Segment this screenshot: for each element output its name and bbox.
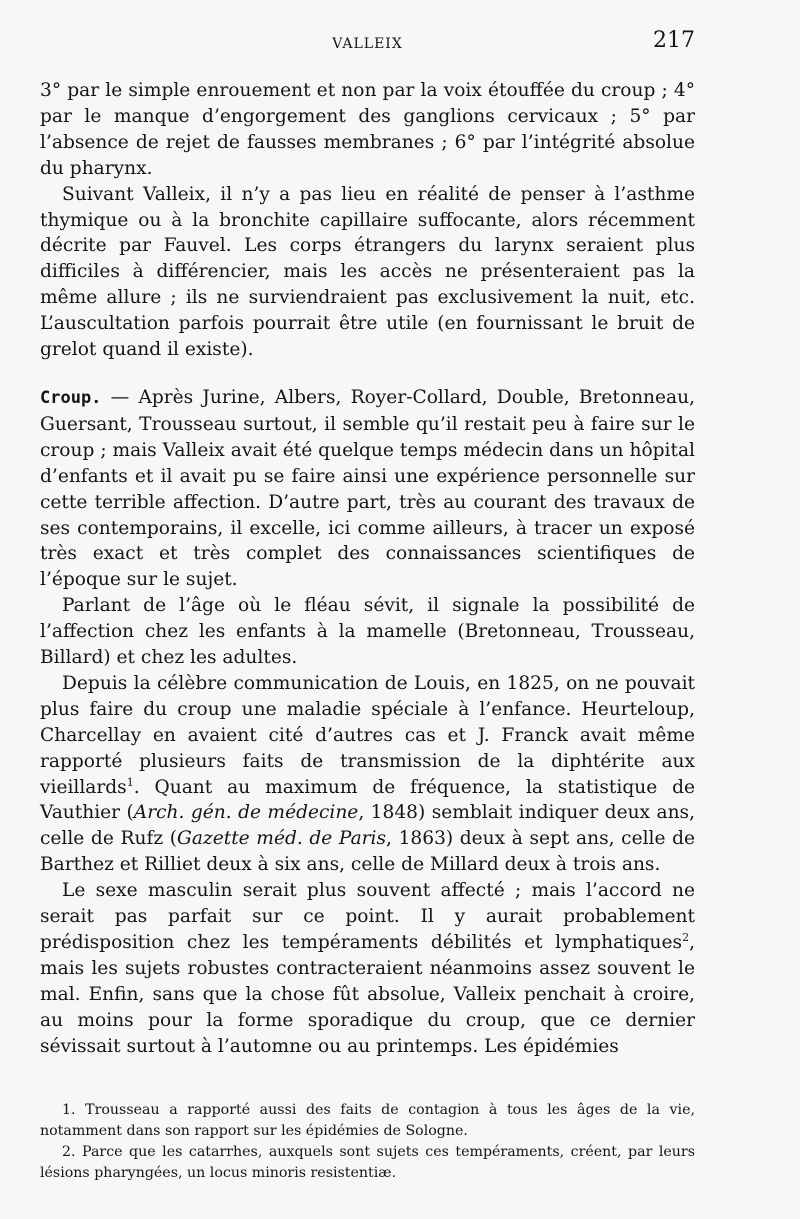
paragraph-5-text-c: , 1848) semblait indiquer deux ans, celle de Rufz (	[40, 802, 695, 850]
citation-gazette: Gazette méd. de Paris	[177, 828, 387, 850]
paragraph-croup-text: — Après Jurine, Albers, Royer-Collard, Double, Bretonneau, Guersant, Trousseau surtout, il semble qu’il restait peu à faire sur le croup ; mais Valleix avait été quelque temps médecin dans un hôpital d’enfants et il avait pu se faire ainsi une expérience personnelle sur cette terrible affection. D’autre part, très au courant des travaux de ses contemporains, il excelle, ici comme ailleurs, à tracer un exposé très exact et très complet des connaissances scientifiques de l’époque sur le sujet.	[40, 386, 695, 591]
body-text	[40, 78, 695, 1060]
paragraph-6	[40, 878, 695, 1059]
paragraph-1: 3° par le simple enrouement et non par la voix étouffée du croup ; 4° par le manque d’engorgement des ganglions cervicaux ; 5° par l’absence de rejet de fausses membranes ; 6° par l’intégrité absolue du pharynx.	[40, 80, 695, 179]
footnote-ref-2: 2	[682, 930, 690, 944]
paragraph-6-text-a: Le sexe masculin serait plus souvent affecté ; mais l’accord ne serait pas parfait sur ce point. Il y aurait probablement prédisposition chez les tempéraments débilités et lymphatiques	[40, 880, 695, 953]
citation-arch-gen: Arch. gén. de médecine	[133, 802, 359, 824]
paragraph-6-text-b: , mais les sujets robustes contracteraient néanmoins assez souvent le mal. Enfin, sans que la chose fût absolue, Valleix penchait à croire, au moins pour la forme sporadique du croup, que ce dernier sévissait surtout à l’automne ou au printemps. Les épidémies	[40, 932, 695, 1057]
footnote-2: 2. Parce que les catarrhes, auxquels sont sujets ces tempéraments, créent, par leurs lésions pharyngées, un locus minoris resistentiæ.	[40, 1144, 695, 1181]
paragraph-4: Parlant de l’âge où le fléau sévit, il signale la possibilité de l’affection chez les enfants à la mamelle (Bretonneau, Trousseau, Billard) et chez les adultes.	[40, 595, 695, 669]
paragraph-croup	[40, 385, 695, 593]
paragraph-5-text-d: , 1863) deux à sept ans, celle de Barthez et Rilliet deux à six ans, celle de Millard deux à trois ans.	[40, 828, 695, 876]
running-title: VALLEIX	[332, 36, 403, 52]
paragraph-2: Suivant Valleix, il n’y a pas lieu en réalité de penser à l’asthme thymique ou à la bronchite capillaire suffocante, alors récemment décrite par Fauvel. Les corps étrangers du larynx seraient plus difficiles à différencier, mais les accès ne présenteraient pas la même allure ; ils ne surviendraient pas exclusivement la nuit, etc. L’auscultation parfois pourrait être utile (en fournissant le bruit de grelot quand il existe).	[40, 183, 695, 361]
running-head	[40, 28, 695, 58]
paragraph-5	[40, 671, 695, 878]
footnote-ref-1: 1	[126, 775, 134, 789]
footnotes	[40, 1100, 695, 1184]
footnote-1: 1. Trousseau a rapporté aussi des faits de contagion à tous les âges de la vie, notamment dans son rapport sur les épidémies de Sologne.	[40, 1102, 695, 1139]
paragraph-5-text-a: Depuis la célèbre communication de Louis, en 1825, on ne pouvait plus faire du croup une maladie spéciale à l’enfance. Heurteloup, Charcellay en avaient cité d’autres cas et J. Franck avait même rapporté plusieurs faits de transmission de la diphtérite aux vieillards	[40, 672, 695, 798]
page-number: 217	[653, 28, 695, 53]
paragraph-5-text-b: . Quant au maximum de fréquence, la statistique de Vauthier (	[40, 776, 695, 824]
section-heading-croup: Croup.	[40, 387, 102, 408]
